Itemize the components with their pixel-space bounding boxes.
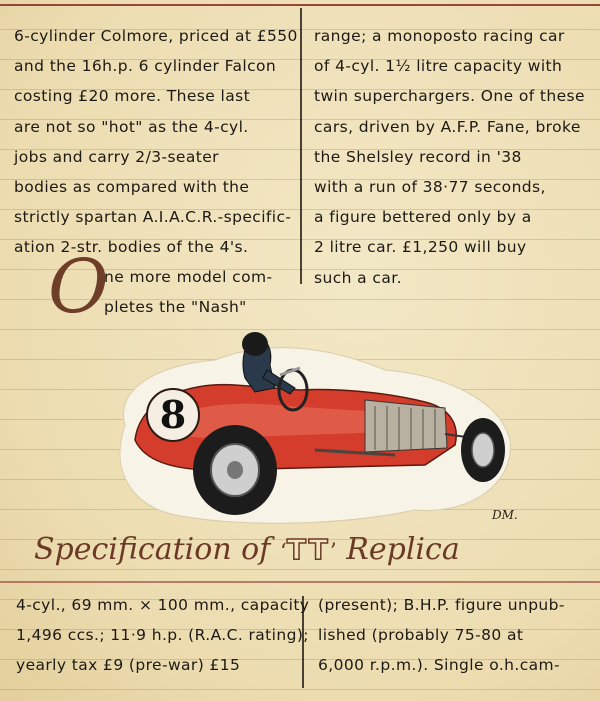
text-line: yearly tax £9 (pre-war) £15 xyxy=(16,656,241,675)
text-line: ation 2-str. bodies of the 4's. xyxy=(14,238,249,257)
rear-wheel xyxy=(193,425,277,515)
heading-suffix: Replica xyxy=(346,532,460,567)
text-line: such a car. xyxy=(314,268,402,287)
text-line: 6-cylinder Colmore, priced at £550 xyxy=(14,27,298,45)
text-line: bodies as compared with the xyxy=(14,177,250,196)
text-line: jobs and carry 2/3-seater xyxy=(14,147,219,166)
spec-right-column xyxy=(318,590,565,681)
right-column-text xyxy=(314,21,585,293)
racing-car-illustration xyxy=(95,330,515,530)
drop-cap-paragraph xyxy=(104,262,272,322)
car-number: 8 xyxy=(159,392,187,437)
text-line: and the 16h.p. 6 cylinder Falcon xyxy=(14,57,277,76)
text-line: with a run of 38·77 seconds, xyxy=(314,177,546,196)
heading-prefix: Specification of xyxy=(34,532,271,567)
heading-model: TT xyxy=(286,533,330,566)
specification-heading: Specification of ‘TT’ Replica xyxy=(34,532,460,567)
text-line: a figure bettered only by a xyxy=(314,208,532,227)
text-line: the Shelsley record in '38 xyxy=(314,147,522,166)
text-line: 1,496 ccs.; 11·9 h.p. (R.A.C. rating); xyxy=(16,626,309,645)
text-line: (present); B.H.P. figure unpub- xyxy=(318,596,565,614)
text-line: costing £20 more. These last xyxy=(14,87,251,106)
column-divider-top xyxy=(300,8,302,284)
text-line: are not so "hot" as the 4-cyl. xyxy=(14,117,249,136)
drop-cap-letter: O xyxy=(48,244,109,330)
text-line: 4-cyl., 69 mm. × 100 mm., capacity xyxy=(16,596,310,614)
text-line: lished (probably 75-80 at xyxy=(318,626,524,645)
text-line: of 4-cyl. 1½ litre capacity with xyxy=(314,57,563,76)
left-column-text xyxy=(14,21,298,263)
text-line: strictly spartan A.I.A.C.R.-specific- xyxy=(14,208,292,227)
text-line: ne more model com- xyxy=(104,268,273,286)
artist-signature: DM. xyxy=(492,508,518,522)
text-line: 2 litre car. £1,250 will buy xyxy=(314,238,527,257)
section-rule xyxy=(0,581,600,583)
top-margin-rule xyxy=(0,4,600,6)
text-line: cars, driven by A.F.P. Fane, broke xyxy=(314,117,581,136)
text-line: range; a monoposto racing car xyxy=(314,27,565,45)
front-wheel xyxy=(461,418,505,482)
text-line: pletes the "Nash" xyxy=(104,298,247,317)
text-line: twin superchargers. One of these xyxy=(314,87,585,106)
text-line: 6,000 r.p.m.). Single o.h.cam- xyxy=(318,656,561,675)
spec-left-column xyxy=(16,590,309,681)
